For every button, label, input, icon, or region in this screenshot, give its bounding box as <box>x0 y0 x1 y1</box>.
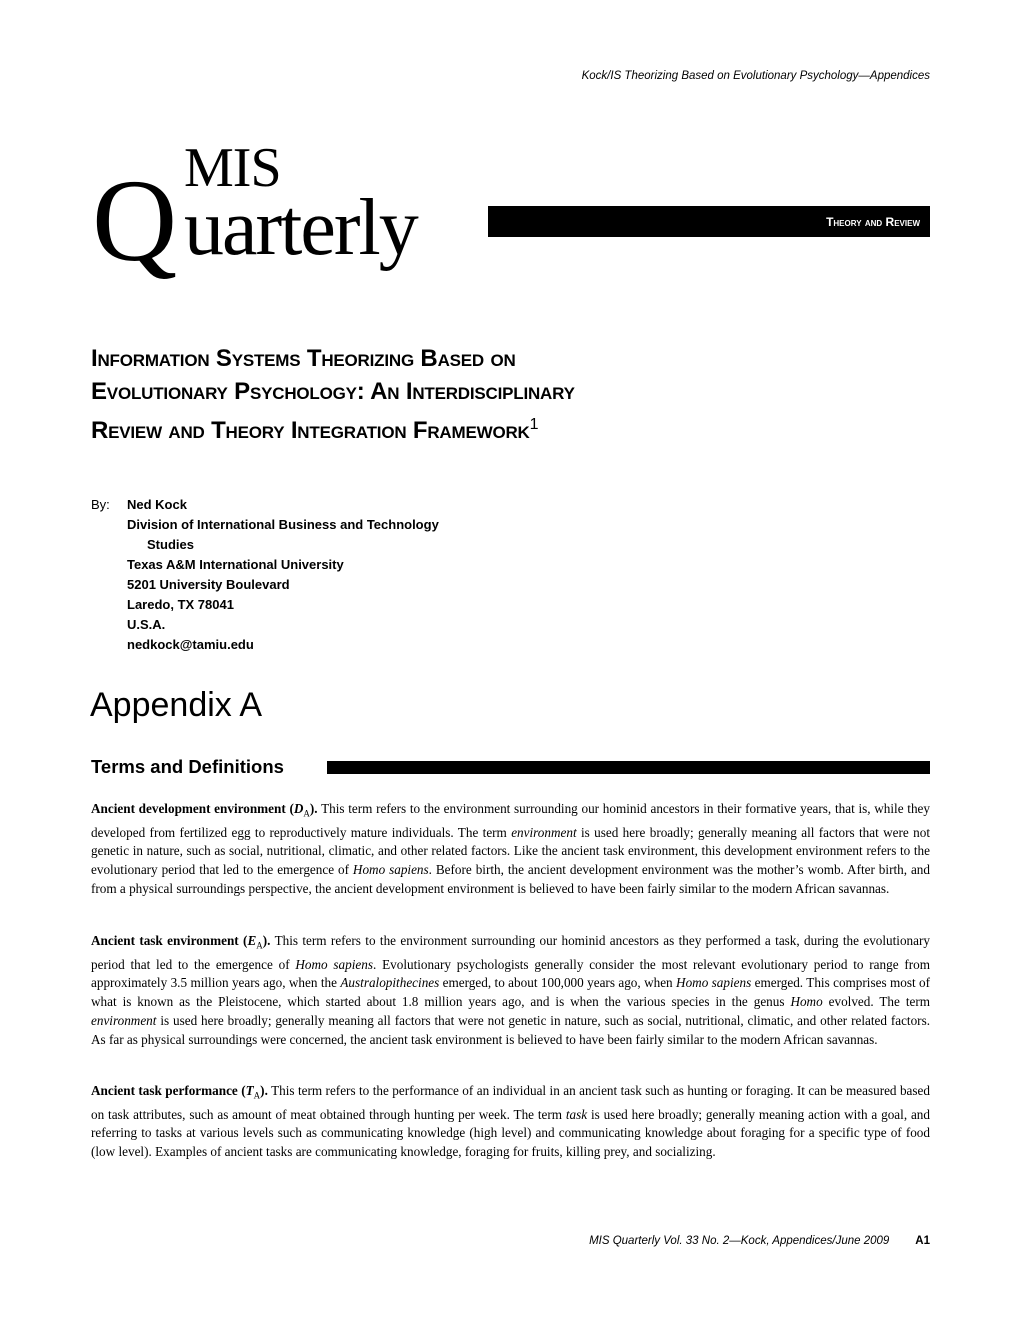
mis-quarterly-logo <box>92 137 457 286</box>
logo-quarterly-text: uarterly <box>184 184 417 272</box>
definition-text: emerged, to about 100,000 years ago, when <box>439 975 677 991</box>
definition-text: . Evolutionary psychologists generally consider the most relevant evolutionary period to range from approximately 3.5 million years ago, when the <box>91 956 931 991</box>
definition-entry <box>91 800 930 899</box>
definition-text: is used here broadly; generally meaning action with a goal, and referring to tasks at various levels such as communicating knowledge (high level) and communicating knowledge about foraging for a specific type of food (low level). Examples of ancient tasks are communicating knowledge, foraging for fruits, killing prey, and socializing. <box>91 1106 930 1160</box>
definition-text: This term refers to the environment surrounding our hominid ancestors as they performed a task, during the evolutionary period that led to the emergence of <box>91 933 930 972</box>
section-heading-rule <box>327 761 930 774</box>
definition-text: is used here broadly; generally meaning all factors that were not genetic in nature, such as social, nutritional, climatic, and other related factors. As far as physical surroundings were concerned, the ancient task environment is believed to have been fairly similar to the modern African savannas. <box>91 1013 930 1048</box>
author-city: Laredo, TX 78041 <box>127 597 234 612</box>
term-close: ). <box>309 801 318 816</box>
author-affiliation-cont: Studies <box>147 537 194 552</box>
author-email: nedkock@tamiu.edu <box>127 637 254 652</box>
logo-mis-text: MIS <box>184 137 281 199</box>
section-label-bar <box>488 206 930 237</box>
appendix-title: Appendix A <box>90 686 263 724</box>
author-affiliation: Division of International Business and Technology <box>127 517 439 532</box>
definition-italic: Homo sapiens <box>676 975 752 991</box>
definition-entry <box>91 1082 930 1162</box>
title-line-3 <box>91 408 941 447</box>
definition-italic: Homo sapiens <box>295 956 373 972</box>
running-header: Kock/IS Theorizing Based on Evolutionary Psychology—Appendices <box>581 70 930 82</box>
definition-italic: Australopithecines <box>340 975 440 991</box>
author-university: Texas A&M International University <box>127 557 344 572</box>
term-close: ). <box>262 933 271 948</box>
term-symbol: E <box>247 933 257 948</box>
author-name: Ned Kock <box>127 497 187 512</box>
definition-italic: Homo sapiens <box>352 862 429 878</box>
author-street: 5201 University Boulevard <box>127 577 290 592</box>
title-line-3-text: Review and Theory Integration Framework <box>91 417 530 444</box>
term-symbol: D <box>293 801 304 816</box>
page-footer <box>589 1235 930 1247</box>
title-line-2: Evolutionary Psychology: An Interdisciplinary <box>91 378 575 405</box>
title-line-1: Information Systems Theorizing Based on <box>91 345 516 372</box>
definition-text: This term refers to the performance of an individual in an ancient task such as hunting or foraging. It can be measured based on task attributes, such as amount of meat obtained through hunting per week. The term <box>91 1083 930 1122</box>
footer-citation: MIS Quarterly Vol. 33 No. 2—Kock, Appendices/June 2009 <box>589 1235 890 1247</box>
title-footnote-marker: 1 <box>529 416 539 433</box>
term-close: ). <box>260 1083 268 1098</box>
definition-text: is used here broadly; generally meaning all factors that were not genetic in nature, such as social, nutritional, climatic, and other related factors. Like the ancient task environment, this development environment refers to the evolutionary period that led to the emergence of <box>91 824 930 878</box>
section-heading: Terms and Definitions <box>91 756 284 777</box>
logo-q-letter: Q <box>92 155 176 286</box>
definition-text: evolved. The term <box>822 994 930 1010</box>
term: Ancient task performance ( <box>91 1083 246 1098</box>
definition-italic: Homo <box>790 994 823 1010</box>
paper-title <box>91 342 941 447</box>
definition-italic: environment <box>91 1013 157 1029</box>
section-label: Theory and Review <box>826 215 920 229</box>
term-subscript: A <box>256 940 263 951</box>
definition-text: This term refers to the environment surrounding our hominid ancestors in their formative years, that is, while they developed from fertilized egg to reproductively mature individuals. The term <box>91 801 930 840</box>
by-label: By: <box>91 497 110 512</box>
term: Ancient development environment ( <box>91 801 294 816</box>
term-subscript: A <box>253 1090 261 1101</box>
author-lines <box>127 495 439 655</box>
term-subscript: A <box>303 808 310 819</box>
definition-italic: task <box>565 1106 588 1122</box>
definition-italic: environment <box>511 824 577 840</box>
author-country: U.S.A. <box>127 617 166 632</box>
definition-text: . Before birth, the ancient development environment was the mother’s womb. After birth, and from a physical surroundings perspective, the ancient development environment is believed to have been fairly similar to the modern African savannas. <box>91 862 930 897</box>
definition-entry <box>91 932 930 1050</box>
page-number: A1 <box>915 1235 930 1247</box>
term-symbol: T <box>245 1083 254 1098</box>
definition-text: emerged. This comprises most of what is known as the Pleistocene, which started about 1.8 million years ago, and is when the various species in the genus <box>91 975 930 1010</box>
term: Ancient task environment ( <box>91 933 248 948</box>
